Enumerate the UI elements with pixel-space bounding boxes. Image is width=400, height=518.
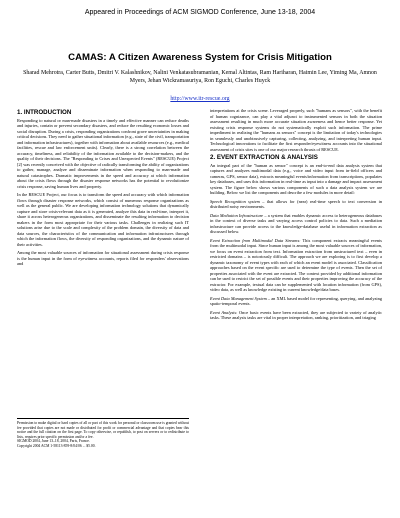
component-item-1 <box>210 213 382 235</box>
component-term: Data Mediation Infrastructure <box>210 212 264 218</box>
project-url-line <box>0 96 400 102</box>
intro-paragraph-3: Among the most valuable sources of information for situational assessment during crisis response is the human input in the form of eyewitness accounts, reports filed for responders' observations and <box>17 250 189 266</box>
component-item-0 <box>210 199 382 210</box>
intro-paragraph-2: In the RESCUE Project, our focus is to transform the speed and accuracy with which information flows through disaster response networks, which consist of numerous response organizations as well as the general public. We are developing information technology solutions that dynamically capture and store crisis-relevant data as it is generated, analyze this data in real-time, interpret it, share it across heterogeneous organizations, and disseminate the resulting information to decision makers in the form most appropriate for their various tasks. Challenges in realizing such IT solutions arise due to the scale and complexity of the problem domain, the diversity of data and data sources, the characteristics of the communication and information infrastructures through which the information flows, the diversity of responding organizations, and the dynamic nature of their activities. <box>17 192 189 247</box>
component-text: – a system that enables dynamic access to heterogeneous databases in the context of diverse tasks and varying access control policies to data. Such a mediation infrastructure can provide access to the knowledge-database useful in information extraction as discussed below. <box>210 212 382 234</box>
isbn-line: Copyright 2004 ACM 1-58113-859-8/04/06 ... $5.00. <box>17 443 96 448</box>
conference-line: SIGMOD 2004, June 13–18, 2004, Paris, France. <box>17 439 90 444</box>
component-text: – an XML based model for representing, querying, and analyzing spatio-temporal events. <box>210 295 382 306</box>
component-text: – that allows for (near) real-time speech to text conversion in distributed noisy environments. <box>210 198 383 209</box>
permission-notice: Permission to make digital or hard copies of all or part of this work for personal or classroom use is granted without fee provided that copies are not made or distributed for profit or commercial advantage and that copies bear this notice and the full citation on the first page. To copy otherwise, or republish, to post on servers or to redistribute to lists, requires prior specific permission and/or a fee. <box>17 421 189 439</box>
section-heading-event-extraction: 2. EVENT EXTRACTION & ANALYSIS <box>210 154 318 161</box>
component-term: Speech Recognition system <box>210 198 260 204</box>
component-term: Event Data Management System <box>210 295 267 301</box>
copyright-footnote <box>17 418 189 449</box>
intro-paragraph-1: Responding to natural or man-made disasters in a timely and effective manner can reduce deaths and injuries, contain or prevent secondary disasters, and reduce the resulting economic losses and social disruption. During a crisis, responding organizations confront grave uncertainties in making critical decisions. They need to gather situational information (e.g., state of the civil, transportation and information infrastructures), together with information about available resources (e.g., medical facilities, rescue and law enforcement units). Clearly, there is a strong correlation between the accuracy, timeliness, and reliability of the information available to the decision-makers, and the quality of their decisions. The "Responding to Crises and Unexpected Events" (RESCUE) Project [2] was recently conceived with the objective of radically transforming the ability of organizations to gather, manage, analyze and disseminate information when responding to man-made and natural catastrophes. Dramatic improvements in the speed and accuracy at which information about the crisis flows through the disaster response networks has the potential to revolutionize crisis response, saving human lives and property. <box>17 117 190 189</box>
right-column <box>210 108 382 324</box>
section-heading-introduction: 1. INTRODUCTION <box>17 109 72 116</box>
component-item-3 <box>210 296 382 307</box>
author-list: Sharad Mehrotra, Carter Butts, Dmitri V. Kalashnikov, Nalini Venkatasubramanian, Kemal Altintas, Ram Hariharan, Haimin Lee, Yiming Ma, Amnon Myers, Jehan Wickramasuriya, Ron Eguchi, Charles Huyck <box>23 70 377 85</box>
left-column <box>17 108 189 270</box>
component-term: Event Analysis: <box>210 309 238 315</box>
proceedings-header: Appeared in Proceedings of ACM SIGMOD Conference, June 13-18, 2004 <box>84 9 316 16</box>
component-text: Once basic events have been extracted, they are subjected to variety of analytic tasks. These analysis tasks are vital in proper interpretation, ranking, prioritization, and triaging <box>210 309 382 320</box>
right-paragraph-2: An integral part of the "human as sensor" concept is an end-to-end data analysis system that captures and analyzes multimodal data (e.g., voice and video input from in-field officers and cameras, GPS, sensor data), extracts meaningful events/information from transcriptions, populates key databases, and uses this information in real-time as input into a damage and impact assessment system. The figure below shows various components of such a data analysis system we are building. Below we list the components and describe a few modules in more detail: <box>210 162 383 195</box>
right-paragraph-1: interpretations at the crisis scene. Leveraged properly, such "humans as sensors", with the benefit of human cognizance, can play a vital adjunct to instrumented sensors in both the situation assessment resulting in much more accurate situation awareness and hence better response. Yet existing crisis response systems do not systematically exploit such information. The prime impediment in realizing the "humans as sensors" concept is the limitation of today's technologies in seamlessly and unobtrusively capturing, collecting, analyzing, and interpreting human input. Technological innovations to facilitate the first responder/eyewitness accounts into the situational assessment of crisis sites is one of our major research thrusts of RESCUE. <box>210 108 382 152</box>
paper-title: CAMAS: A Citizen Awareness System for Crisis Mitigation <box>68 52 332 63</box>
component-item-2 <box>210 238 382 293</box>
component-item-4 <box>210 310 382 321</box>
component-text: This component extracts meaningful events from the multimodal input. Since human input is among the most valuable sources of information, we focus on event extraction from text. Information extraction from unstructured text – even in restricted domains – is notoriously difficult. The approach we are exploring is to first develop a dynamic taxonomy of event types with each of which an event model is associated. Classification approaches based on the event specific are used to determine the type of events. Then the set of properties associated with the event are extracted. The context provided by additional information can be used to restrict the set of possible events and their properties improving the accuracy of the extractor. For example, textual data can be supplemented with location information (from GPS), video data, as well as knowledge existing in current knowledge/data bases. <box>210 237 383 292</box>
component-term: Event Extraction from Multimodal Data Streams: <box>210 237 301 243</box>
project-url-link[interactable]: http://www.itr-rescue.org <box>170 96 230 102</box>
